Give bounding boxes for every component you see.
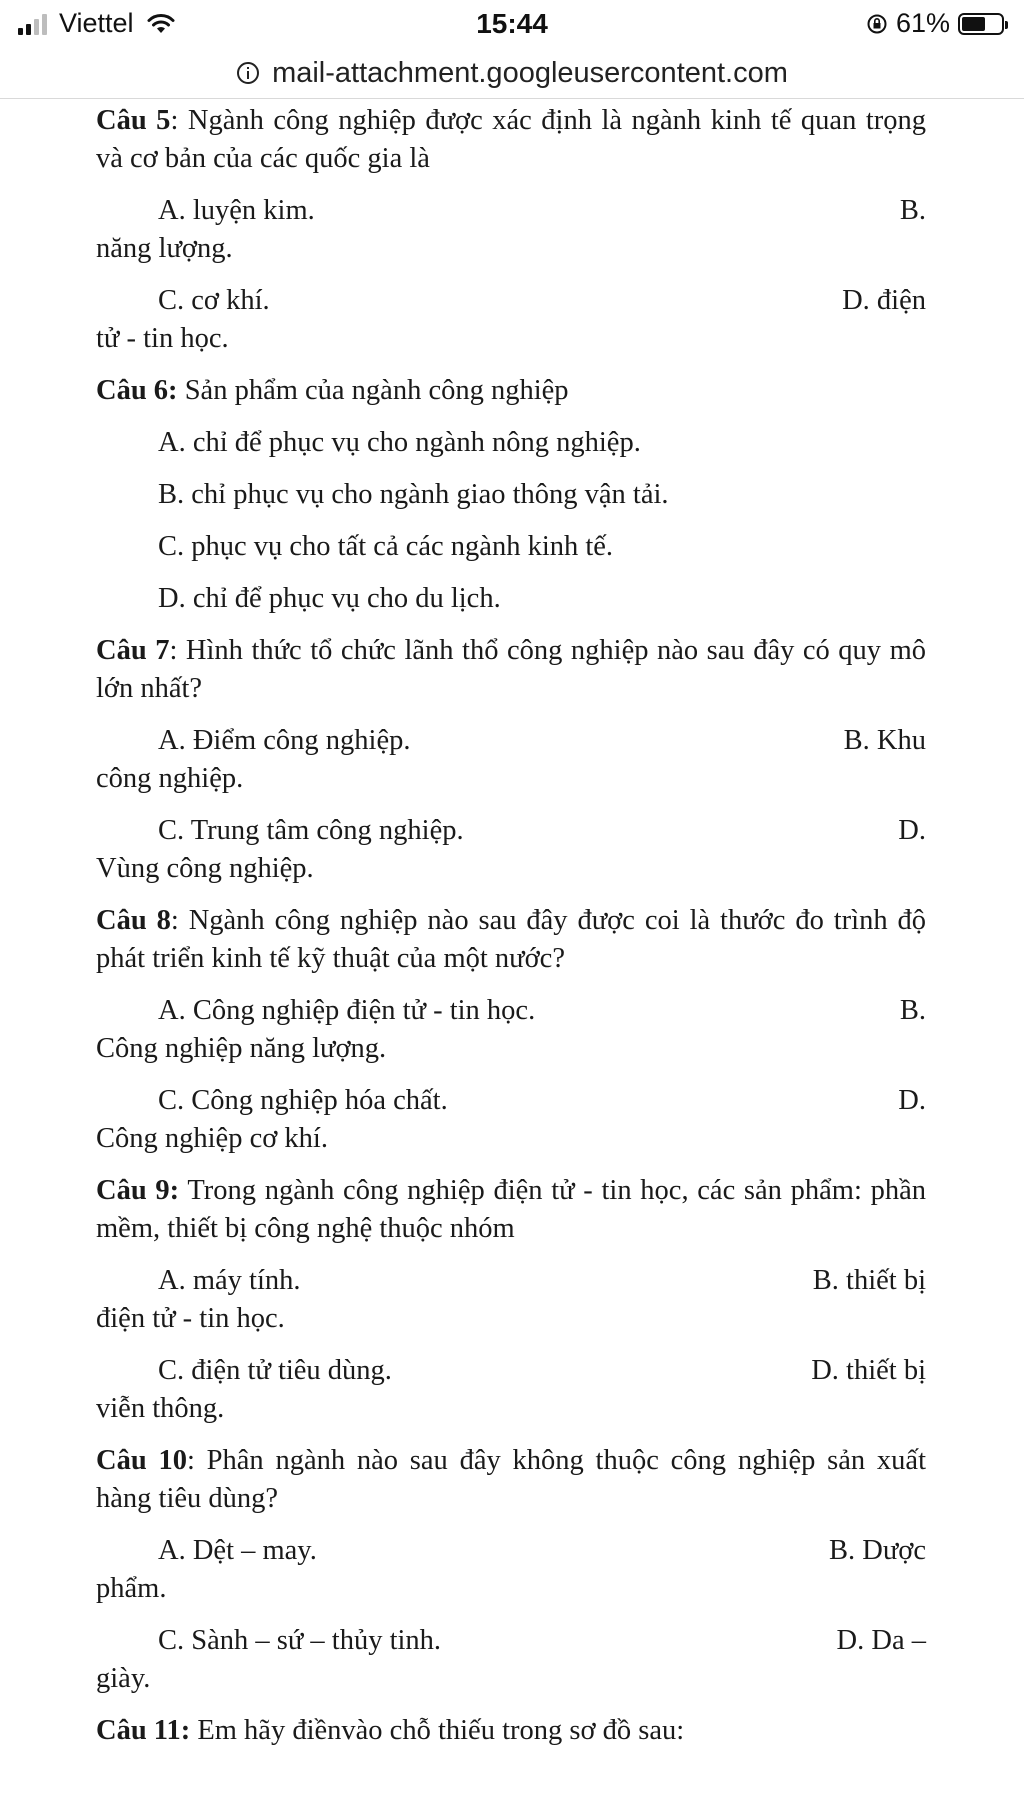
question-text: : Hình thức tổ chức lãnh thổ công nghiệp nào sau đây có quy mô lớn nhất? [96,635,926,704]
question-label: Câu 9: [96,1175,180,1206]
question-label: Câu 11: [96,1715,191,1746]
option-d: D. chỉ để phục vụ cho du lịch. [158,583,501,614]
option-b: B. thiết bị [812,1265,926,1296]
option-b-continuation: công nghiệp. [96,763,244,794]
document-content [96,102,926,1764]
option-d: D. điện [842,285,926,316]
question-label: Câu 6: [96,375,178,406]
option-d: D. [898,1085,926,1116]
status-bar [0,0,1024,50]
question-9 [96,1172,926,1428]
question-8 [96,902,926,1158]
option-b-continuation: Công nghiệp năng lượng. [96,1033,387,1064]
clock: 15:44 [476,8,548,39]
option-d-continuation: tử - tin học. [96,323,229,354]
question-6 [96,372,926,618]
option-a: A. luyện kim. [158,195,315,226]
option-a: A. Công nghiệp điện tử - tin học. [158,995,536,1026]
option-b: B. [899,195,926,226]
option-c: C. Công nghiệp hóa chất. [158,1085,448,1116]
question-label: Câu 5 [96,105,171,136]
option-d-continuation: Vùng công nghiệp. [96,853,314,884]
option-c: C. Trung tâm công nghiệp. [158,815,464,846]
option-d-continuation: giày. [96,1663,151,1694]
carrier-name: Viettel [59,8,134,38]
option-d: D. Da – [836,1625,926,1656]
question-text: Sản phẩm của ngành công nghiệp [177,375,569,406]
question-5 [96,102,926,358]
option-d: D. thiết bị [811,1355,926,1386]
option-a: A. Điểm công nghiệp. [158,725,411,756]
battery-percent: 61% [895,8,950,38]
option-b-continuation: điện tử - tin học. [96,1303,285,1334]
question-text: Em hãy điềnvào chỗ thiếu trong sơ đồ sau: [190,1715,685,1746]
question-10 [96,1442,926,1698]
info-icon[interactable] [236,61,260,85]
address-bar[interactable] [0,48,1024,99]
question-text: : Ngành công nghiệp nào sau đây được coi là thước đo trình độ phát triển kinh tế kỹ thuật của một nước? [96,905,926,974]
option-d: D. [898,815,926,846]
option-c: C. Sành – sứ – thủy tinh. [158,1625,442,1656]
option-c: C. phục vụ cho tất cả các ngành kinh tế. [158,531,614,562]
option-b: B. Dược [828,1535,926,1566]
option-a: A. máy tính. [158,1265,301,1296]
orientation-lock-icon [866,13,888,35]
question-label: Câu 10 [96,1445,187,1476]
option-b-continuation: năng lượng. [96,233,233,264]
question-text: Trong ngành công nghiệp điện tử - tin học, các sản phẩm: phần mềm, thiết bị công nghệ thuộc nhóm [96,1175,926,1244]
question-label: Câu 7 [96,635,170,666]
option-b: B. chỉ phục vụ cho ngành giao thông vận tải. [158,479,669,510]
question-label: Câu 8 [96,905,171,936]
question-text: : Phân ngành nào sau đây không thuộc công nghiệp sản xuất hàng tiêu dùng? [96,1445,927,1514]
option-d-continuation: Công nghiệp cơ khí. [96,1123,328,1154]
option-b: B. Khu [843,725,926,756]
option-c: C. điện tử tiêu dùng. [158,1355,392,1386]
question-text: : Ngành công nghiệp được xác định là ngành kinh tế quan trọng và cơ bản của các quốc gia là [96,105,926,174]
option-c: C. cơ khí. [158,285,270,316]
battery-icon [958,13,1004,35]
option-a: A. chỉ để phục vụ cho ngành nông nghiệp. [158,427,641,458]
url-text[interactable]: mail-attachment.googleusercontent.com [272,56,788,89]
option-a: A. Dệt – may. [158,1535,317,1566]
option-d-continuation: viễn thông. [96,1393,225,1424]
question-7 [96,632,926,888]
option-b: B. [899,995,926,1026]
question-11 [96,1712,926,1750]
option-b-continuation: phẩm. [96,1573,167,1604]
